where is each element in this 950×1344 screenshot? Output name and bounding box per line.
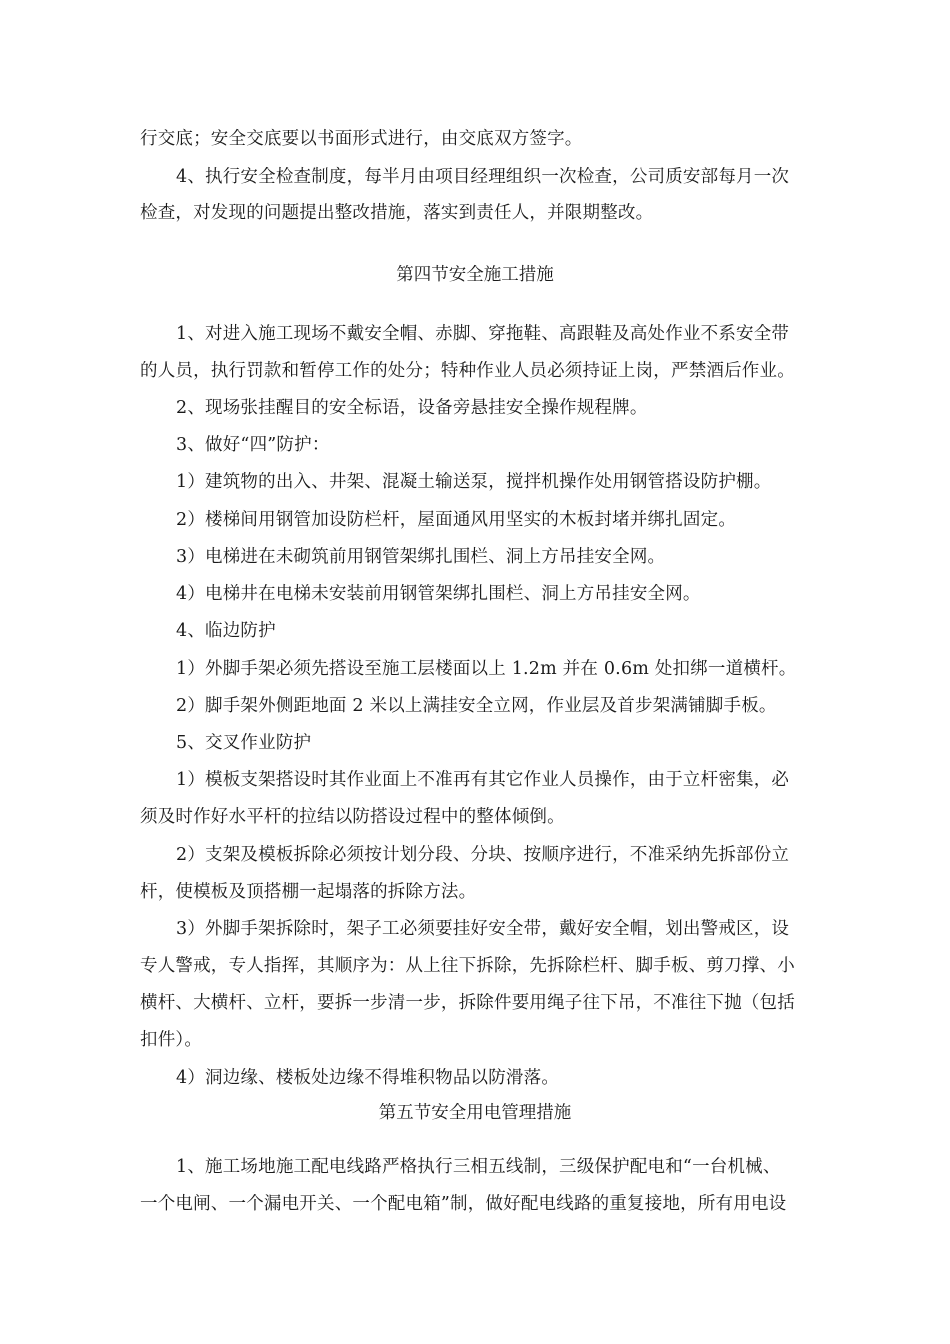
text-line: 2）楼梯间用钢管加设防栏杆，屋面通风用坚实的木板封堵并绑扎固定。: [176, 510, 737, 530]
text-line: 4、执行安全检查制度，每半月由项目经理组织一次检查，公司质安部每月一次: [176, 167, 790, 187]
text-line: 4）洞边缘、楼板处边缘不得堆积物品以防滑落。: [176, 1068, 560, 1088]
text-line: 1）建筑物的出入、井架、混凝土输送泵，搅拌机操作处用钢管搭设防护棚。: [176, 472, 772, 492]
text-line: 行交底；安全交底要以书面形式进行，由交底双方签字。: [140, 129, 583, 149]
text-line: 4、临边防护: [176, 621, 276, 641]
section-heading: 第五节安全用电管理措施: [378, 1103, 572, 1123]
text-line: 2）支架及模板拆除必须按计划分段、分块、按顺序进行，不准采纳先拆部份立: [176, 845, 790, 865]
text-line: 须及时作好水平杆的拉结以防搭设过程中的整体倾倒。: [140, 807, 565, 827]
text-line: 3）外脚手架拆除时，架子工必须要挂好安全带，戴好安全帽，划出警戒区，设: [176, 919, 790, 939]
section-heading: 第四节安全施工措施: [396, 265, 554, 285]
text-line: 检查，对发现的问题提出整改措施，落实到责任人，并限期整改。: [140, 203, 654, 223]
text-line: 1）外脚手架必须先搭设至施工层楼面以上 1.2m 并在 0.6m 处扣绑一道横杆。: [176, 659, 797, 679]
text-line: 一个电闸、一个漏电开关、一个配电箱”制，做好配电线路的重复接地，所有用电设: [140, 1194, 787, 1214]
text-line: 5、交叉作业防护: [176, 733, 312, 753]
text-line: 扣件）。: [140, 1030, 203, 1050]
text-line: 1）模板支架搭设时其作业面上不准再有其它作业人员操作，由于立杆密集，必: [176, 770, 790, 790]
text-line: 1、施工场地施工配电线路严格执行三相五线制，三级保护配电和“一台机械、: [176, 1157, 781, 1177]
text-line: 2）脚手架外侧距地面 2 米以上满挂安全立网，作业层及首步架满铺脚手板。: [176, 696, 777, 716]
text-line: 2、现场张挂醒目的安全标语，设备旁悬挂安全操作规程牌。: [176, 398, 648, 418]
text-line: 专人警戒，专人指挥，其顺序为：从上往下拆除，先拆除栏杆、脚手板、剪刀撑、小: [140, 956, 795, 976]
text-line: 4）电梯井在电梯未安装前用钢管架绑扎围栏、洞上方吊挂安全网。: [176, 584, 701, 604]
text-line: 横杆、大横杆、立杆，要拆一步清一步，拆除件要用绳子往下吊，不准往下抛（包括: [140, 993, 795, 1013]
text-line: 3）电梯进在未砌筑前用钢管架绑扎围栏、洞上方吊挂安全网。: [176, 547, 666, 567]
text-line: 的人员，执行罚款和暂停工作的处分；特种作业人员必须持证上岗，严禁酒后作业。: [140, 361, 795, 381]
text-line: 3、做好“四”防护：: [176, 435, 330, 455]
text-line: 1、对进入施工现场不戴安全帽、赤脚、穿拖鞋、高跟鞋及高处作业不系安全带: [176, 324, 790, 344]
text-line: 杆，使模板及顶搭棚一起塌落的拆除方法。: [140, 882, 477, 902]
